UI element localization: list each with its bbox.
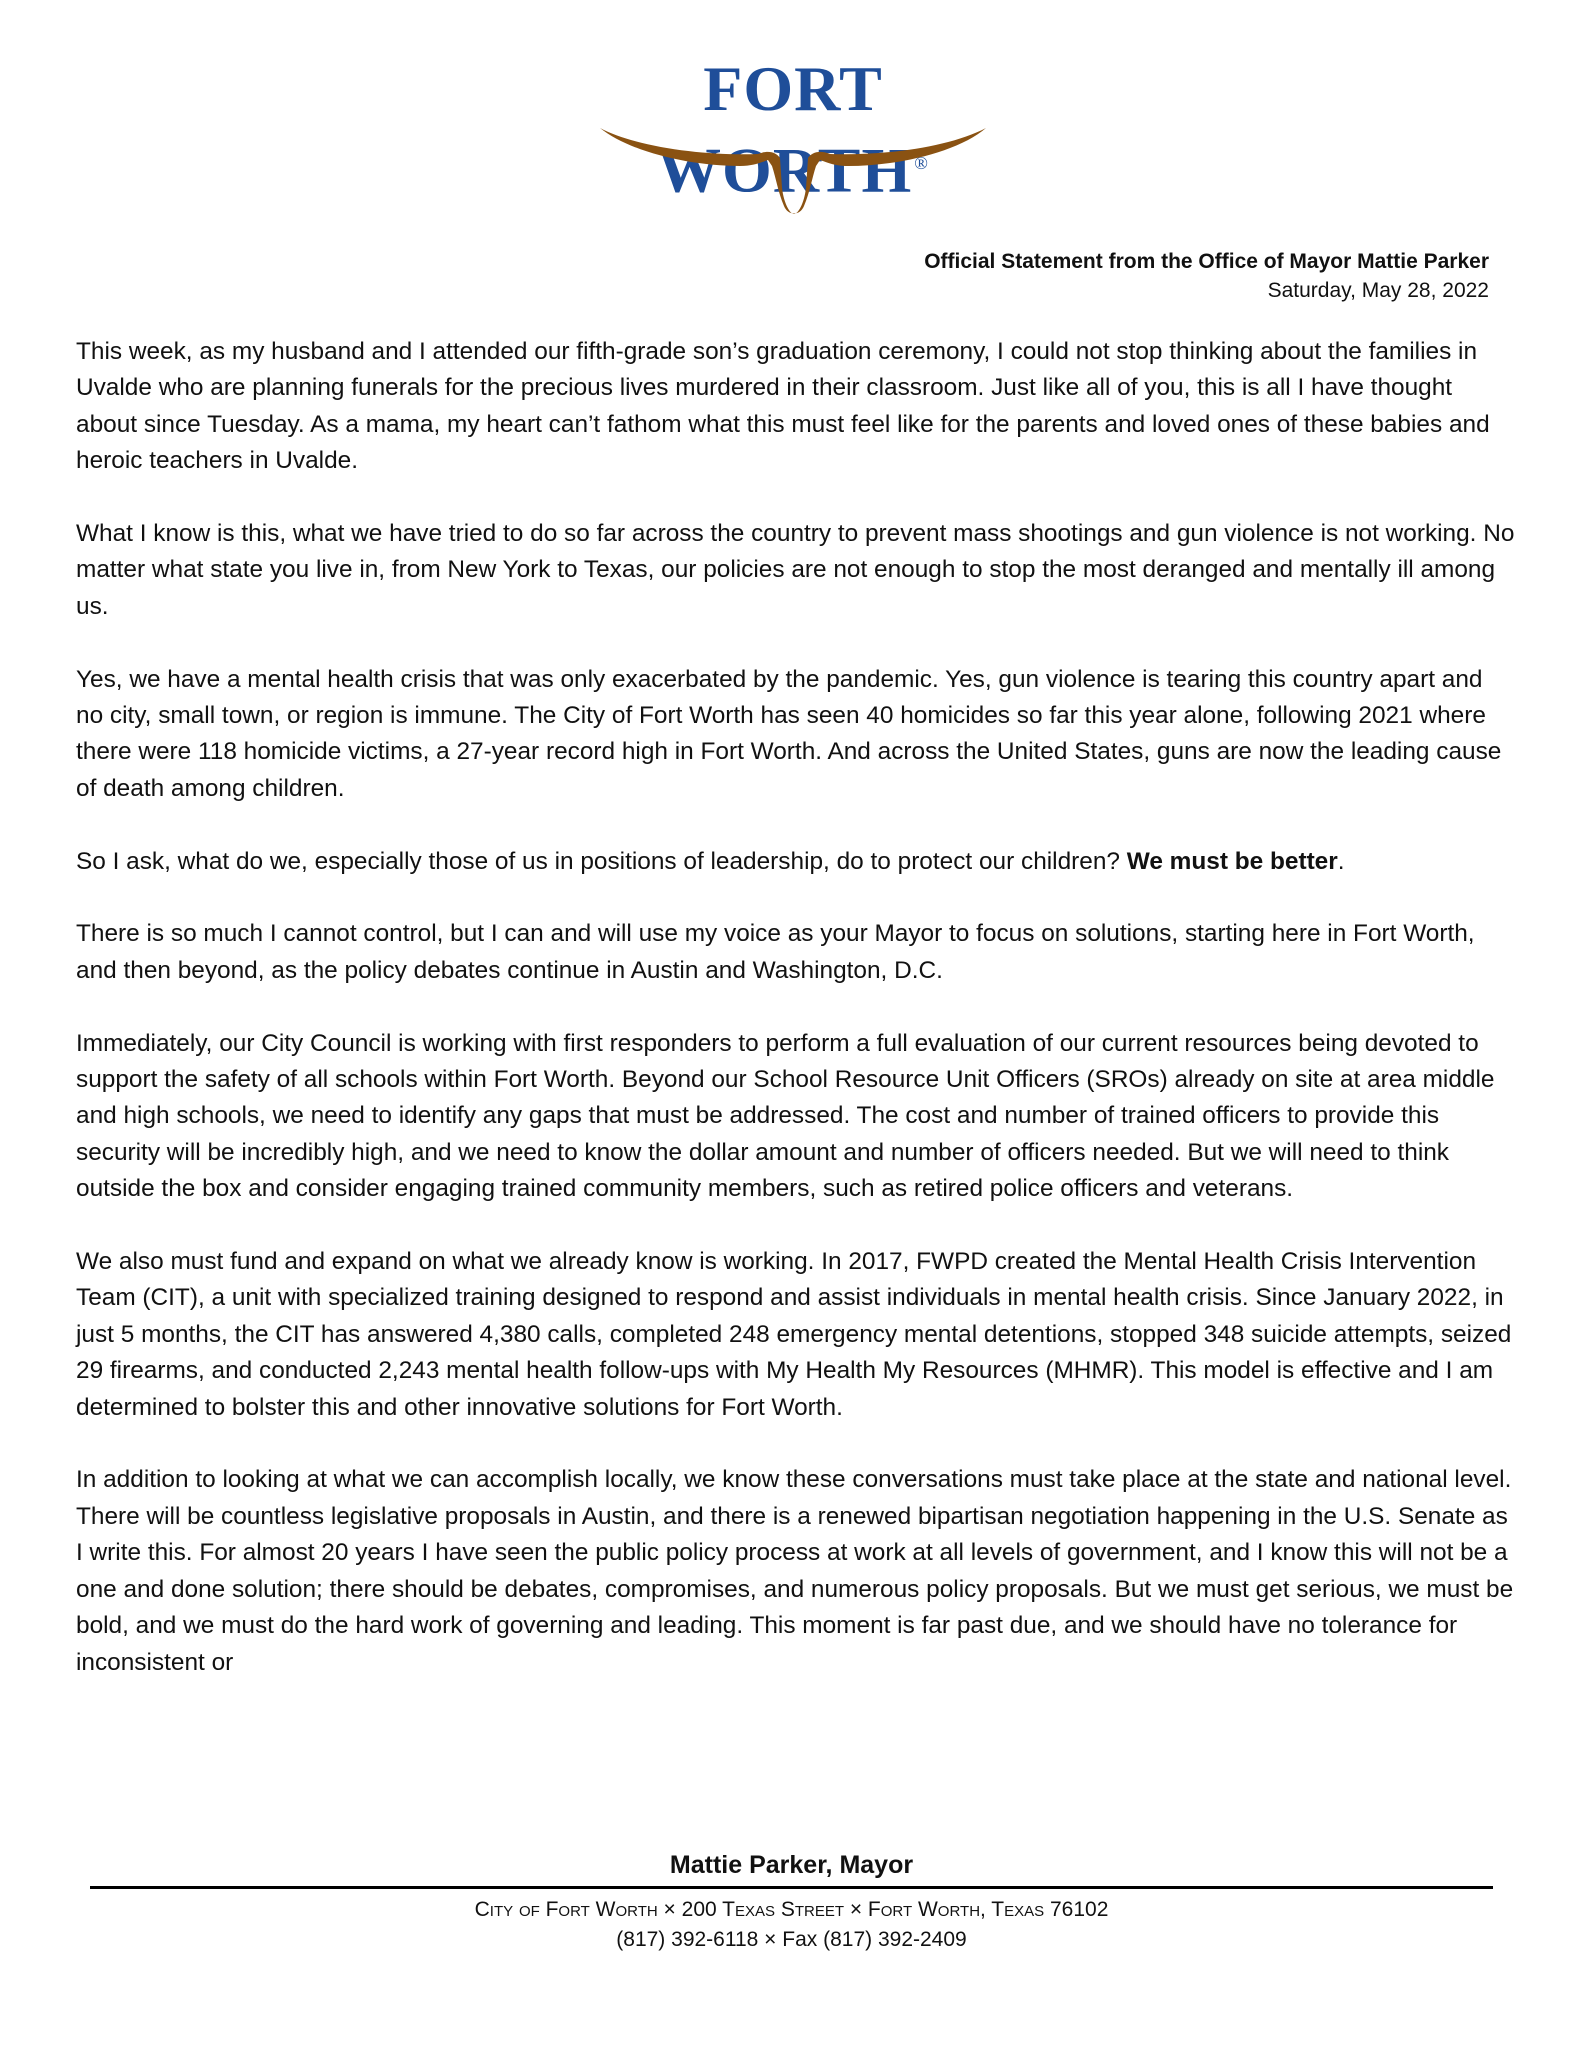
- paragraph-7: We also must fund and expand on what we already know is working. In 2017, FWPD created the Mental Health Crisis Intervention Team (CIT), a unit with specialized training designed to respond and assist individuals in mental health crisis. Since January 2022, in just 5 months, the CIT has answered 4,380 calls, completed 248 emergency mental detentions, stopped 348 suicide attempts, seized 29 firearms, and conducted 2,243 mental health follow-ups with My Health My Resources (MHMR). This model is effective and I am determined to bolster this and other innovative solutions for Fort Worth.: [76, 1248, 1512, 1421]
- paragraph-6: Immediately, our City Council is working with first responders to perform a full evaluation of our current resources being devoted to support the safety of all schools within Fort Worth. Beyond our School Resource Unit Officers (SROs) already on site at area middle and high schools, we need to identify any gaps that must be addressed. The cost and number of trained officers to provide this security will be incredibly high, and we need to know the dollar amount and number of officers needed. But we will need to think outside the box and consider engaging trained community members, such as retired police officers and veterans.: [76, 1029, 1495, 1203]
- longhorn-icon: [598, 118, 988, 218]
- footer-signature: Mattie Parker, Mayor: [669, 1851, 914, 1879]
- paragraph-5: There is so much I cannot control, but I can and will use my voice as your Mayor to focus on solutions, starting here in Fort Worth, and then beyond, as the policy debates continue in Austin and Washington, D.C.: [76, 920, 1475, 984]
- statement-header: [924, 247, 1489, 305]
- paragraph-1: This week, as my husband and I attended our fifth-grade son’s graduation ceremony, I could not stop thinking about the families in Uvalde who are planning funerals for the precious lives murdered in their classroom. Just like all of you, this is all I have thought about since Tuesday. As a mama, my heart can’t fathom what this must feel like for the parents and loved ones of these babies and heroic teachers in Uvalde.: [76, 338, 1490, 475]
- footer: [90, 1848, 1493, 1955]
- fort-worth-logo: [598, 52, 998, 222]
- statement-body: [76, 334, 1516, 1717]
- paragraph-8: In addition to looking at what we can accomplish locally, we know these conversations must take place at the state and national level. There will be countless legislative proposals in Austin, and there is a renewed bipartisan negotiation happening in the U.S. Senate as I write this. For almost 20 years I have seen the public policy process at work at all levels of government, and I know this will not be a one and done solution; there should be debates, compromises, and numerous policy proposals. But we must get serious, we must be bold, and we must do the hard work of governing and leading. This moment is far past due, and we should have no tolerance for inconsistent or: [76, 1466, 1514, 1676]
- statement-title: Official Statement from the Office of Mayor Mattie Parker: [924, 250, 1489, 273]
- footer-divider: [90, 1886, 1493, 1889]
- footer-address: City of Fort Worth × 200 Texas Street × Fort Worth, Texas 76102: [474, 1898, 1109, 1921]
- paragraph-2: What I know is this, what we have tried to do so far across the country to prevent mass shootings and gun violence is not working. No matter what state you live in, from New York to Texas, our policies are not enough to stop the most deranged and mentally ill among us.: [76, 520, 1515, 620]
- footer-phone: (817) 392-6118 × Fax (817) 392-2409: [616, 1928, 967, 1951]
- logo-wordmark: FORT WORTH ®: [657, 53, 929, 206]
- paragraph-4: So I ask, what do we, especially those of us in positions of leadership, do to protect our children? We must be better.: [76, 847, 1345, 875]
- paragraph-3: Yes, we have a mental health crisis that was only exacerbated by the pandemic. Yes, gun violence is tearing this country apart and no city, small town, or region is immune. The City of Fort Worth has seen 40 homicides so far this year alone, following 2021 where there were 118 homicide victims, a 27-year record high in Fort Worth. And across the United States, guns are now the leading cause of death among children.: [76, 665, 1502, 802]
- emphasis-text: We must be better: [1126, 847, 1338, 875]
- statement-date: Saturday, May 28, 2022: [1267, 279, 1489, 302]
